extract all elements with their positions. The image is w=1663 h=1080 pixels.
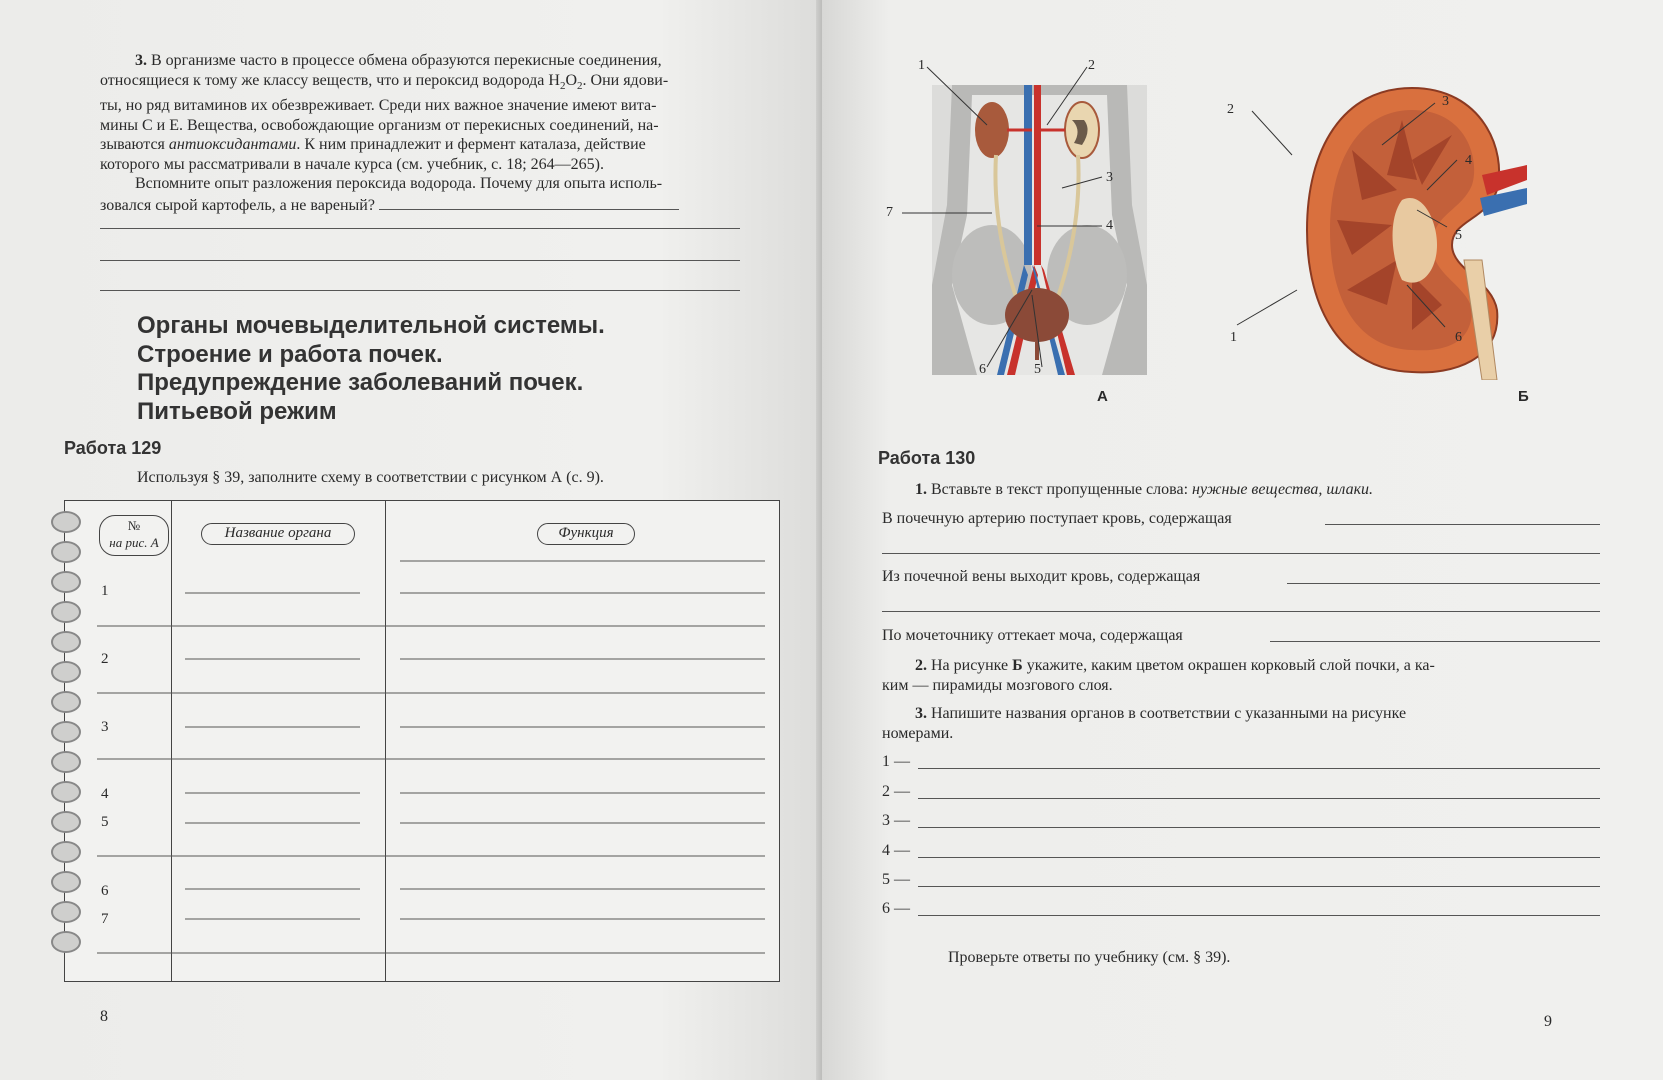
intro-text: . Они ядови- bbox=[582, 71, 669, 89]
row-number: 7 bbox=[101, 911, 109, 927]
sentence-vein: Из почечной вены выходит кровь, содержащая bbox=[882, 568, 1201, 585]
term-italic: антиоксидантами bbox=[168, 136, 297, 154]
callout-label: 7 bbox=[886, 205, 893, 220]
answer-line[interactable] bbox=[1287, 583, 1600, 584]
heading-line: Предупреждение заболеваний почек. bbox=[137, 369, 584, 396]
callout-label: 5 bbox=[1455, 228, 1462, 243]
task-number: 3. bbox=[135, 52, 147, 69]
figure-b-callouts bbox=[1217, 85, 1562, 395]
binding-ring bbox=[51, 871, 81, 893]
organ-table bbox=[64, 500, 780, 982]
binding-ring bbox=[51, 781, 81, 803]
binding-ring bbox=[51, 751, 81, 773]
row-number: 2 bbox=[101, 651, 109, 667]
answer-line[interactable] bbox=[1325, 524, 1600, 525]
task-text: ким — пирамиды мозгового слоя. bbox=[882, 676, 1113, 694]
page-number: 9 bbox=[1544, 1013, 1552, 1030]
callout-label: 5 bbox=[1034, 362, 1041, 377]
binding-ring bbox=[51, 631, 81, 653]
row-number: 4 bbox=[101, 786, 109, 802]
work-130-title: Работа 130 bbox=[878, 448, 976, 468]
callout-label: 3 bbox=[1106, 170, 1113, 185]
answer-line[interactable] bbox=[918, 827, 1600, 828]
column-header-organ: Название органа bbox=[201, 523, 355, 545]
intro-text: O bbox=[565, 71, 578, 89]
answer-label: 2 — bbox=[882, 783, 910, 800]
answer-label: 5 — bbox=[882, 871, 910, 888]
task-text: Вставьте в текст пропущенные слова: bbox=[927, 481, 1193, 498]
section-heading bbox=[137, 312, 605, 426]
intro-text: ты, но ряд витаминов их обезвреживает. Среди них важное значение имеют вита- bbox=[100, 97, 657, 115]
answer-label: 6 — bbox=[882, 900, 910, 917]
callout-label: 6 bbox=[979, 362, 986, 377]
binding-ring bbox=[51, 721, 81, 743]
header-text: № bbox=[127, 518, 141, 533]
answer-label: 3 — bbox=[882, 812, 910, 829]
binding-ring bbox=[51, 931, 81, 953]
binding-ring bbox=[51, 841, 81, 863]
task-words: нужные вещества, шлаки. bbox=[1192, 481, 1374, 498]
task-text: На рисунке bbox=[927, 657, 1013, 674]
column-header-function: Функция bbox=[537, 523, 635, 545]
binding-ring bbox=[51, 901, 81, 923]
table-writing-lines[interactable] bbox=[65, 501, 779, 981]
right-page bbox=[822, 0, 1663, 1080]
answer-line[interactable] bbox=[882, 553, 1600, 554]
callout-label: 1 bbox=[918, 58, 925, 73]
callout-label: 4 bbox=[1465, 153, 1472, 168]
task-number: 3. bbox=[915, 705, 927, 722]
row-number: 1 bbox=[101, 583, 109, 599]
header-text: на рис. А bbox=[109, 535, 159, 550]
row-number: 3 bbox=[101, 719, 109, 735]
answer-label: 4 — bbox=[882, 842, 910, 859]
binding-ring bbox=[51, 661, 81, 683]
answer-line[interactable] bbox=[918, 857, 1600, 858]
answer-line[interactable] bbox=[882, 611, 1600, 612]
task-text: укажите, каким цветом окрашен корковый слой почки, а ка- bbox=[1022, 657, 1435, 674]
intro-text: мины С и Е. Вещества, освобождающие организм от перекисных соединений, на- bbox=[100, 116, 659, 134]
heading-line: Питьевой режим bbox=[137, 397, 337, 425]
figure-letter: А bbox=[1097, 388, 1108, 405]
binding-ring bbox=[51, 541, 81, 563]
question-text: Вспомните опыт разложения пероксида водорода. Почему для опыта исполь- bbox=[135, 175, 663, 193]
answer-line[interactable] bbox=[100, 290, 740, 291]
question-text: зовался сырой картофель, а не вареный? bbox=[100, 196, 375, 214]
task-text: номерами. bbox=[882, 724, 954, 742]
check-note: Проверьте ответы по учебнику (см. § 39). bbox=[948, 949, 1231, 966]
answer-line[interactable] bbox=[100, 228, 740, 229]
intro-text: В организме часто в процессе обмена образуются перекисные соединения, bbox=[147, 52, 662, 69]
callout-label: 6 bbox=[1455, 330, 1462, 345]
work-129-title: Работа 129 bbox=[64, 438, 162, 458]
answer-label: 1 — bbox=[882, 753, 910, 770]
intro-text: . К ним принадлежит и фермент каталаза, действие bbox=[296, 136, 646, 154]
binding-ring bbox=[51, 511, 81, 533]
figure-ref: Б bbox=[1012, 657, 1023, 674]
heading-line: Строение и работа почек. bbox=[137, 340, 443, 368]
left-page bbox=[0, 0, 822, 1080]
answer-line[interactable] bbox=[918, 915, 1600, 916]
callout-label: 2 bbox=[1227, 102, 1234, 117]
callout-label: 3 bbox=[1442, 94, 1449, 109]
row-number: 6 bbox=[101, 883, 109, 899]
intro-text: которого мы рассматривали в начале курса (см. учебник, с. 18; 264—265). bbox=[100, 155, 604, 173]
task-1 bbox=[915, 480, 1373, 500]
task-number: 2. bbox=[915, 657, 927, 674]
intro-text: относящиеся к тому же классу веществ, что и пероксид водорода H bbox=[100, 71, 560, 89]
figure-letter: Б bbox=[1518, 388, 1529, 405]
callout-label: 1 bbox=[1230, 330, 1237, 345]
sentence-ureter: По мочеточнику оттекает моча, содержащая bbox=[882, 627, 1183, 644]
sentence-artery: В почечную артерию поступает кровь, содержащая bbox=[882, 510, 1232, 527]
answer-line[interactable] bbox=[918, 798, 1600, 799]
task-3 bbox=[882, 704, 1600, 743]
answer-line[interactable] bbox=[918, 768, 1600, 769]
task-number: 1. bbox=[915, 481, 927, 498]
row-number: 5 bbox=[101, 814, 109, 830]
binding-ring bbox=[51, 601, 81, 623]
intro-text: зываются bbox=[100, 136, 169, 154]
answer-blank[interactable] bbox=[379, 194, 679, 210]
task-2 bbox=[882, 656, 1600, 695]
work-129-task: Используя § 39, заполните схему в соответствии с рисунком А (с. 9). bbox=[137, 469, 604, 486]
answer-line[interactable] bbox=[1270, 641, 1600, 642]
callout-label: 4 bbox=[1106, 218, 1113, 233]
binding-ring bbox=[51, 571, 81, 593]
subscript: 2 bbox=[577, 79, 583, 92]
task-text: Напишите названия органов в соответствии с указанными на рисунке bbox=[927, 705, 1407, 722]
answer-line[interactable] bbox=[100, 260, 740, 261]
callout-label: 2 bbox=[1088, 58, 1095, 73]
binding-ring bbox=[51, 691, 81, 713]
heading-line: Органы мочевыделительной системы. bbox=[137, 312, 605, 339]
figure-a-callouts bbox=[882, 55, 1212, 395]
answer-line[interactable] bbox=[918, 886, 1600, 887]
binding-ring bbox=[51, 811, 81, 833]
intro-paragraph bbox=[100, 51, 740, 215]
subscript: 2 bbox=[559, 79, 566, 92]
page-number: 8 bbox=[100, 1008, 108, 1025]
